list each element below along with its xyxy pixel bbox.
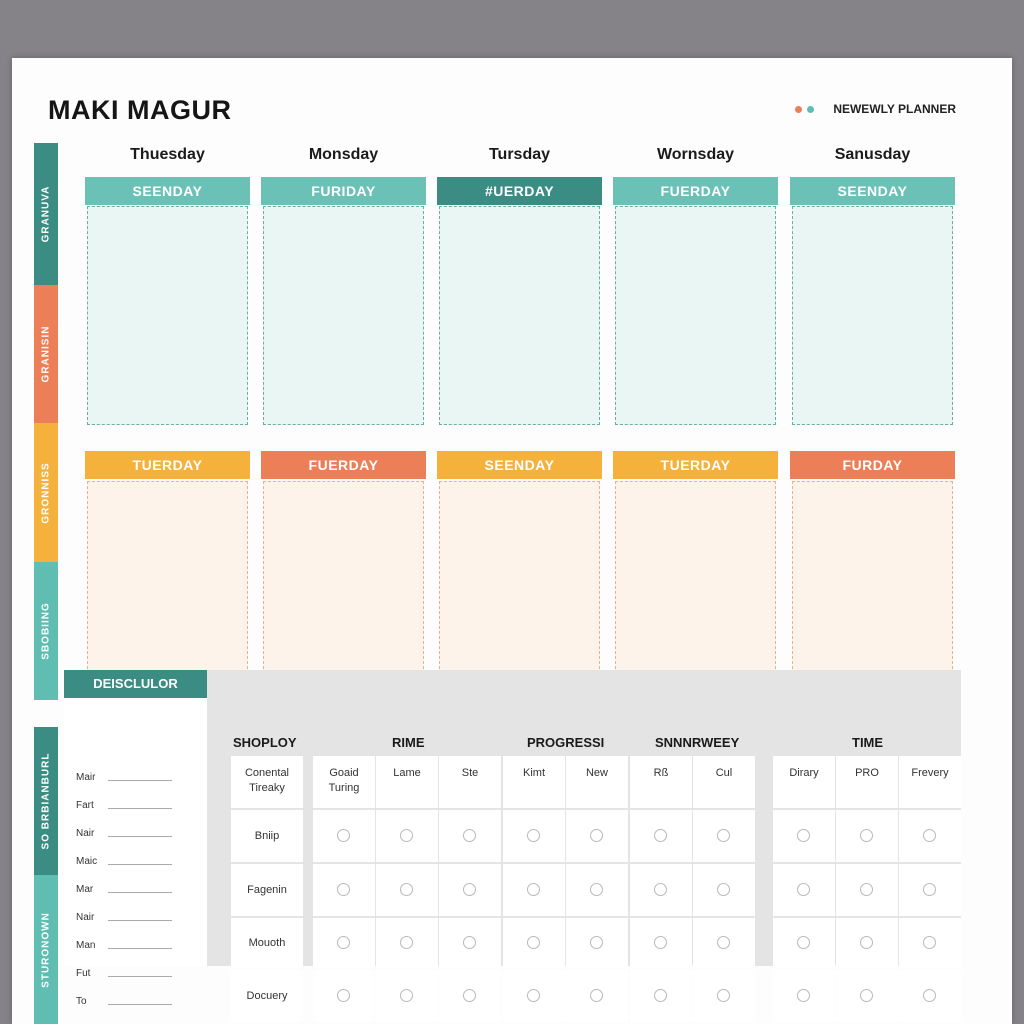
day-box[interactable] bbox=[615, 481, 776, 699]
group-title: TIME bbox=[852, 735, 884, 750]
sidebar-segment-label: GRANUVA bbox=[40, 185, 52, 243]
checkbox-circle-icon[interactable] bbox=[463, 829, 476, 842]
check-cell[interactable] bbox=[693, 864, 755, 916]
checkbox-circle-icon[interactable] bbox=[923, 936, 936, 949]
sidebar-segment bbox=[34, 727, 58, 875]
checkbox-circle-icon[interactable] bbox=[717, 883, 730, 896]
descriptor-line-label: Nair bbox=[76, 912, 95, 923]
dot-icon bbox=[795, 106, 802, 113]
checkbox-circle-icon[interactable] bbox=[860, 883, 873, 896]
checkbox-circle-icon[interactable] bbox=[654, 883, 667, 896]
checkbox-circle-icon[interactable] bbox=[860, 936, 873, 949]
sidebar-segment bbox=[34, 423, 58, 562]
column-header: FUERDAY bbox=[261, 451, 426, 479]
checkbox-circle-icon[interactable] bbox=[400, 829, 413, 842]
page-title: MAKI MAGUR bbox=[48, 95, 232, 125]
sidebar-segment-label: GRANISIN bbox=[40, 325, 52, 383]
column-label: Cul bbox=[693, 756, 755, 808]
descriptor-line bbox=[76, 856, 97, 867]
descriptor-line bbox=[76, 940, 95, 951]
check-cell[interactable] bbox=[773, 864, 835, 916]
descriptor-line-label: Nair bbox=[76, 828, 95, 839]
check-cell[interactable] bbox=[376, 970, 438, 1022]
column-header: #UERDAY bbox=[437, 177, 602, 205]
checkbox-circle-icon[interactable] bbox=[463, 883, 476, 896]
descriptor-line-label: Fart bbox=[76, 800, 94, 811]
group-title: RIME bbox=[392, 735, 425, 750]
check-cell[interactable] bbox=[836, 810, 898, 862]
day-box[interactable] bbox=[439, 481, 600, 699]
descriptor-line-rule bbox=[108, 836, 172, 837]
day-name: Wornsday bbox=[656, 146, 735, 163]
check-cell[interactable] bbox=[376, 810, 438, 862]
row-label: Conental Tireaky bbox=[231, 756, 303, 808]
check-cell[interactable] bbox=[313, 918, 375, 968]
descriptor-line-rule bbox=[108, 948, 172, 949]
descriptor-title: DEISCLULOR bbox=[64, 670, 207, 698]
day-box[interactable] bbox=[792, 206, 953, 425]
sidebar-segment bbox=[34, 875, 58, 1024]
sidebar-segment-label: SBOBIING bbox=[40, 602, 52, 660]
descriptor-line bbox=[76, 968, 90, 979]
column-label: Dirary bbox=[773, 756, 835, 808]
column-label: Ste bbox=[439, 756, 501, 808]
check-cell[interactable] bbox=[566, 918, 628, 968]
checkbox-circle-icon[interactable] bbox=[654, 936, 667, 949]
checkbox-circle-icon[interactable] bbox=[797, 829, 810, 842]
brand-label: NEWEWLY PLANNER bbox=[833, 102, 956, 116]
check-cell[interactable] bbox=[773, 810, 835, 862]
check-cell[interactable] bbox=[376, 918, 438, 968]
descriptor-line-rule bbox=[108, 976, 172, 977]
check-cell[interactable] bbox=[439, 918, 501, 968]
check-cell[interactable] bbox=[630, 970, 692, 1022]
descriptor-line-label: To bbox=[76, 996, 87, 1007]
descriptor-line bbox=[76, 884, 93, 895]
day-box[interactable] bbox=[87, 206, 248, 425]
checkbox-circle-icon[interactable] bbox=[923, 989, 936, 1002]
descriptor-line-label: Fut bbox=[76, 968, 91, 979]
dot-icon bbox=[807, 106, 814, 113]
row-label: Bniip bbox=[231, 810, 303, 862]
day-box[interactable] bbox=[792, 481, 953, 699]
descriptor-line-rule bbox=[108, 920, 172, 921]
checkbox-circle-icon[interactable] bbox=[337, 989, 350, 1002]
column-header: TUERDAY bbox=[85, 451, 250, 479]
check-cell[interactable] bbox=[836, 970, 898, 1022]
check-cell[interactable] bbox=[439, 864, 501, 916]
check-cell[interactable] bbox=[899, 864, 961, 916]
check-cell[interactable] bbox=[503, 970, 565, 1022]
checkbox-circle-icon[interactable] bbox=[400, 989, 413, 1002]
column-header: SEENDAY bbox=[790, 177, 955, 205]
column-label: New bbox=[566, 756, 628, 808]
check-cell[interactable] bbox=[313, 864, 375, 916]
checkbox-circle-icon[interactable] bbox=[527, 883, 540, 896]
checkbox-circle-icon[interactable] bbox=[717, 829, 730, 842]
day-box[interactable] bbox=[615, 206, 776, 425]
checkbox-circle-icon[interactable] bbox=[590, 829, 603, 842]
sidebar-segment bbox=[34, 285, 58, 423]
check-cell[interactable] bbox=[773, 918, 835, 968]
descriptor-line bbox=[76, 996, 87, 1007]
descriptor-line-rule bbox=[108, 864, 172, 865]
descriptor-line-label: Man bbox=[76, 940, 96, 951]
day-box[interactable] bbox=[439, 206, 600, 425]
checkbox-circle-icon[interactable] bbox=[717, 936, 730, 949]
check-cell[interactable] bbox=[313, 970, 375, 1022]
sidebar-segment-label: GRONNISS bbox=[40, 461, 52, 524]
row-label: Fagenin bbox=[231, 864, 303, 916]
column-label: Kimt bbox=[503, 756, 565, 808]
check-cell[interactable] bbox=[503, 864, 565, 916]
checkbox-circle-icon[interactable] bbox=[923, 829, 936, 842]
descriptor-line-rule bbox=[108, 808, 172, 809]
checkbox-circle-icon[interactable] bbox=[717, 989, 730, 1002]
column-label: PRO bbox=[836, 756, 898, 808]
day-box[interactable] bbox=[263, 206, 424, 425]
column-header: FURIDAY bbox=[261, 177, 426, 205]
descriptor-line-rule bbox=[108, 780, 172, 781]
descriptor-line-label: Maic bbox=[76, 856, 98, 867]
check-cell[interactable] bbox=[836, 918, 898, 968]
checkbox-circle-icon[interactable] bbox=[654, 829, 667, 842]
descriptor-line-label: Mar bbox=[76, 884, 94, 895]
sidebar-segment bbox=[34, 143, 58, 285]
day-box[interactable] bbox=[263, 481, 424, 699]
group-title: PROGRESSI bbox=[527, 735, 605, 750]
checkbox-circle-icon[interactable] bbox=[463, 936, 476, 949]
descriptor-body bbox=[64, 698, 207, 1007]
group-title: SHOPLOY bbox=[233, 735, 297, 750]
column-label: Rß bbox=[630, 756, 692, 808]
check-cell[interactable] bbox=[503, 918, 565, 968]
column-header: SEENDAY bbox=[437, 451, 602, 479]
check-cell[interactable] bbox=[566, 810, 628, 862]
column-header: FUERDAY bbox=[613, 177, 778, 205]
check-cell[interactable] bbox=[313, 810, 375, 862]
check-cell[interactable] bbox=[773, 970, 835, 1022]
checkbox-circle-icon[interactable] bbox=[923, 883, 936, 896]
checkbox-circle-icon[interactable] bbox=[797, 883, 810, 896]
column-label: Goaid Turing bbox=[313, 756, 375, 808]
descriptor-line-label: Mair bbox=[76, 772, 96, 783]
checkbox-circle-icon[interactable] bbox=[463, 989, 476, 1002]
sidebar-segment bbox=[34, 562, 58, 700]
column-label: Frevery bbox=[899, 756, 961, 808]
column-header: SEENDAY bbox=[85, 177, 250, 205]
checkbox-circle-icon[interactable] bbox=[860, 829, 873, 842]
sidebar-segment-label: SO BRBIANBURL bbox=[40, 752, 52, 850]
check-cell[interactable] bbox=[566, 864, 628, 916]
check-cell[interactable] bbox=[899, 970, 961, 1022]
checkbox-circle-icon[interactable] bbox=[400, 936, 413, 949]
checkbox-circle-icon[interactable] bbox=[797, 936, 810, 949]
check-cell[interactable] bbox=[503, 810, 565, 862]
checkbox-circle-icon[interactable] bbox=[590, 989, 603, 1002]
day-name: Tursday bbox=[488, 146, 551, 163]
checkbox-circle-icon[interactable] bbox=[527, 936, 540, 949]
sidebar-segment-label: STURONOWN bbox=[40, 911, 52, 988]
column-header: TUERDAY bbox=[613, 451, 778, 479]
checkbox-circle-icon[interactable] bbox=[337, 829, 350, 842]
checkbox-circle-icon[interactable] bbox=[527, 989, 540, 1002]
descriptor-line bbox=[76, 772, 95, 783]
check-cell[interactable] bbox=[693, 918, 755, 968]
brand bbox=[795, 102, 956, 116]
descriptor-line-rule bbox=[108, 892, 172, 893]
descriptor-line bbox=[76, 828, 94, 839]
check-cell[interactable] bbox=[376, 864, 438, 916]
checkbox-circle-icon[interactable] bbox=[654, 989, 667, 1002]
check-cell[interactable] bbox=[566, 970, 628, 1022]
day-name: Monsday bbox=[308, 146, 379, 163]
checkbox-circle-icon[interactable] bbox=[527, 829, 540, 842]
day-name: Thuesday bbox=[130, 146, 205, 163]
descriptor-line bbox=[76, 800, 94, 811]
check-cell[interactable] bbox=[439, 970, 501, 1022]
check-cell[interactable] bbox=[899, 918, 961, 968]
checkbox-circle-icon[interactable] bbox=[590, 883, 603, 896]
checkbox-circle-icon[interactable] bbox=[590, 936, 603, 949]
checkbox-circle-icon[interactable] bbox=[400, 883, 413, 896]
column-header: FURDAY bbox=[790, 451, 955, 479]
check-cell[interactable] bbox=[630, 918, 692, 968]
checkbox-circle-icon[interactable] bbox=[860, 989, 873, 1002]
column-label: Lame bbox=[376, 756, 438, 808]
checkbox-circle-icon[interactable] bbox=[797, 989, 810, 1002]
check-cell[interactable] bbox=[836, 864, 898, 916]
group-title: SNNNRWEEY bbox=[655, 735, 740, 750]
check-cell[interactable] bbox=[693, 810, 755, 862]
check-cell[interactable] bbox=[630, 810, 692, 862]
descriptor-line bbox=[76, 912, 94, 923]
check-cell[interactable] bbox=[439, 810, 501, 862]
checkbox-circle-icon[interactable] bbox=[337, 883, 350, 896]
check-cell[interactable] bbox=[693, 970, 755, 1022]
row-label: Docuery bbox=[231, 970, 303, 1022]
checkbox-circle-icon[interactable] bbox=[337, 936, 350, 949]
day-box[interactable] bbox=[87, 481, 248, 699]
day-name: Sanusday bbox=[834, 146, 911, 163]
descriptor-line-rule bbox=[108, 1004, 172, 1005]
row-label: Mouoth bbox=[231, 918, 303, 968]
check-cell[interactable] bbox=[899, 810, 961, 862]
check-cell[interactable] bbox=[630, 864, 692, 916]
